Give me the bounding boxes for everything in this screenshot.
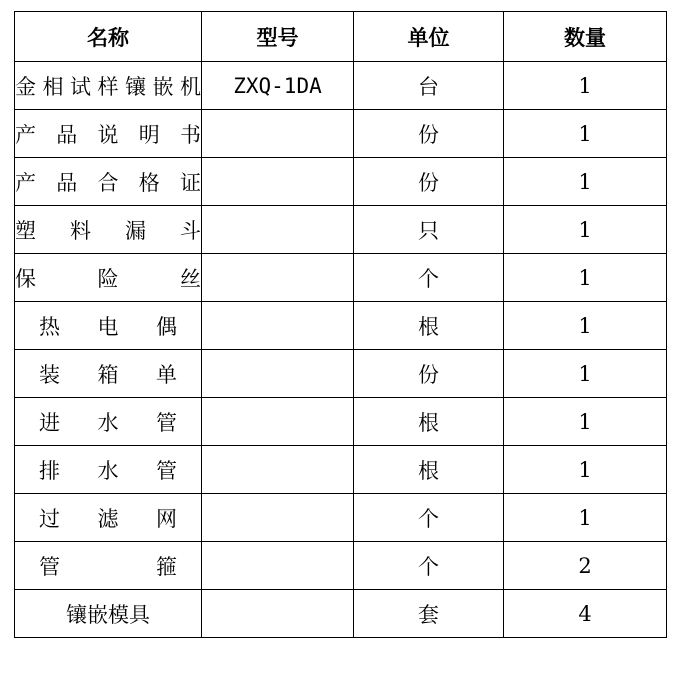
item-name: 过滤网: [15, 494, 202, 542]
table-row: [15, 542, 667, 590]
item-quantity: 1: [504, 158, 667, 206]
item-unit: 个: [354, 494, 504, 542]
packing-list-table: [14, 11, 667, 638]
item-quantity: 1: [504, 110, 667, 158]
item-quantity: 1: [504, 494, 667, 542]
item-name: 塑料漏斗: [15, 206, 202, 254]
table-row: [15, 398, 667, 446]
item-quantity: 1: [504, 254, 667, 302]
item-model: [202, 302, 354, 350]
item-name: 镶嵌模具: [15, 590, 202, 638]
item-unit: 只: [354, 206, 504, 254]
item-name: 排水管: [15, 446, 202, 494]
item-unit: 份: [354, 158, 504, 206]
table-row: [15, 590, 667, 638]
item-unit: 份: [354, 110, 504, 158]
table-row: [15, 158, 667, 206]
item-model: [202, 254, 354, 302]
item-model: [202, 350, 354, 398]
item-quantity: 1: [504, 398, 667, 446]
item-name: 管箍: [15, 542, 202, 590]
item-name: 金相试样镶嵌机: [15, 62, 202, 110]
item-quantity: 1: [504, 62, 667, 110]
item-model: [202, 446, 354, 494]
item-unit: 台: [354, 62, 504, 110]
header-name: 名称: [15, 12, 202, 62]
table-row: [15, 254, 667, 302]
table-row: [15, 446, 667, 494]
item-model: [202, 590, 354, 638]
table-row: [15, 62, 667, 110]
item-quantity: 1: [504, 206, 667, 254]
table-row: [15, 350, 667, 398]
item-model: [202, 206, 354, 254]
table-header-row: [15, 12, 667, 62]
item-model: [202, 110, 354, 158]
item-model: ZXQ-1DA: [202, 62, 354, 110]
item-quantity: 1: [504, 302, 667, 350]
item-unit: 个: [354, 254, 504, 302]
item-unit: 个: [354, 542, 504, 590]
header-unit: 单位: [354, 12, 504, 62]
item-model: [202, 398, 354, 446]
item-name: 保险丝: [15, 254, 202, 302]
item-name: 装箱单: [15, 350, 202, 398]
item-name: 进水管: [15, 398, 202, 446]
table-row: [15, 302, 667, 350]
item-unit: 套: [354, 590, 504, 638]
item-unit: 份: [354, 350, 504, 398]
item-model: [202, 158, 354, 206]
table-row: [15, 110, 667, 158]
table-row: [15, 494, 667, 542]
item-name: 热电偶: [15, 302, 202, 350]
item-model: [202, 494, 354, 542]
item-name: 产品合格证: [15, 158, 202, 206]
item-quantity: 4: [504, 590, 667, 638]
item-name: 产品说明书: [15, 110, 202, 158]
item-quantity: 1: [504, 446, 667, 494]
item-unit: 根: [354, 302, 504, 350]
header-quantity: 数量: [504, 12, 667, 62]
item-quantity: 2: [504, 542, 667, 590]
item-unit: 根: [354, 446, 504, 494]
item-quantity: 1: [504, 350, 667, 398]
item-unit: 根: [354, 398, 504, 446]
header-model: 型号: [202, 12, 354, 62]
table-row: [15, 206, 667, 254]
item-model: [202, 542, 354, 590]
